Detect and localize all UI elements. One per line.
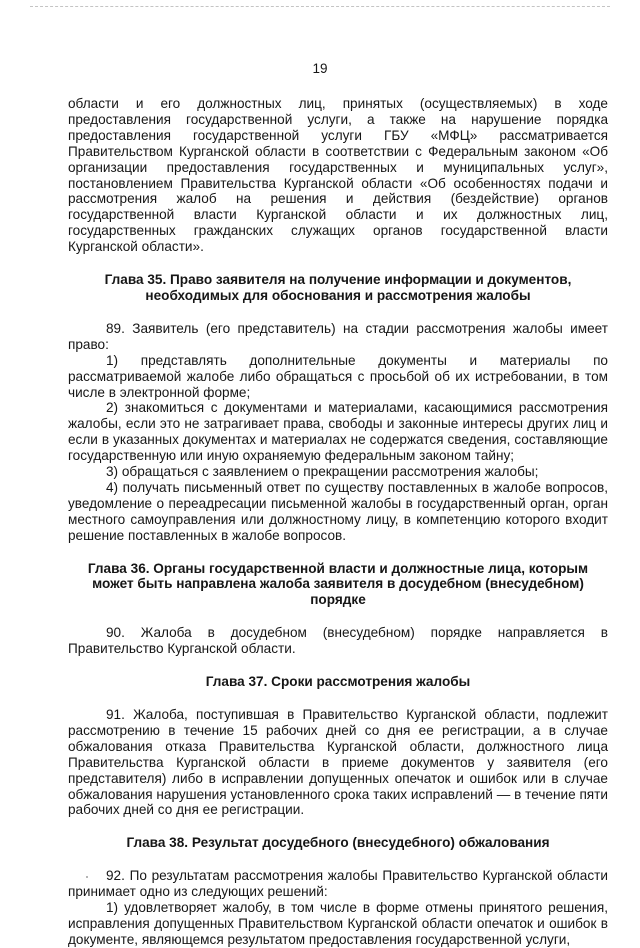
scan-artifact (86, 876, 88, 878)
paragraph-90: 90. Жалоба в досудебном (внесудебном) порядке направляется в Правительство Курганской области. (68, 625, 608, 657)
chapter-38-heading: Глава 38. Результат досудебного (внесудебного) обжалования (126, 835, 550, 851)
paragraph-89-item-3: 3) обращаться с заявлением о прекращении рассмотрения жалобы; (106, 464, 539, 480)
chapter-36-heading: Глава 36. Органы государственной власти и должностные лица, которым может быть направлена жалоба заявителя в досудебном (внесудебном) порядке (87, 560, 589, 608)
paragraph-89-item-4: 4) получать письменный ответ по существу поставленных в жалобе вопросов, уведомление о переадресации письменной жалобы в государственный орган, орган местного самоуправления или должностному лицу, в компетенцию которого входит решение поставленных в жалобе вопросов. (68, 479, 608, 543)
paragraph-92-item-1: 1) удовлетворяет жалобу, в том числе в форме отмены принятого решения, исправления допущенных Правительством Курганской области опечаток и ошибок в документе, являющемся результатом предоставления государственной услуги, (68, 900, 608, 947)
paragraph-89-item-2: 2) знакомиться с документами и материалами, касающимися рассмотрения жалобы, если это не затрагивает права, свободы и законные интересы других лиц и если в указанных документах и материалах не содержатся сведения, составляющие государственную или иную охраняемую федеральным законом тайну; (68, 400, 608, 464)
scan-header-line (30, 6, 610, 7)
chapter-37-heading: Глава 37. Сроки рассмотрения жалобы (205, 674, 471, 690)
paragraph-92: 92. По результатам рассмотрения жалобы Правительство Курганской области принимает одно из следующих решений: (68, 868, 608, 900)
page-number: 19 (312, 61, 328, 76)
paragraph-89: 89. Заявитель (его представитель) на стадии рассмотрения жалобы имеет право: (68, 320, 608, 352)
paragraph-intro: области и его должностных лиц, принятых (осуществляемых) в ходе предоставления государственной услуги, а также на нарушение порядка предоставления государственной услуги ГБУ «МФЦ» рассматривается Правительством Курганской области в соответствии с Федеральным законом «Об организации предоставления государственных и муниципальных услуг», постановлением Правительства Курганской области «Об особенностях подачи и рассмотрения жалоб на решения и действия (бездействие) органов государственной власти Курганской области и их должностных лиц, государственных гражданских служащих органов государственной власти Курганской области». (68, 96, 608, 255)
document-body (68, 96, 608, 948)
paragraph-91: 91. Жалоба, поступившая в Правительство Курганской области, подлежит рассмотрению в течение 15 рабочих дней со дня ее регистрации, а в случае обжалования отказа Правительства Курганской области, должностного лица Правительства Курганской области в приеме документов у заявителя (его представителя) либо в исправлении допущенных опечаток и ошибок или в случае обжалования нарушения установленного срока таких исправлений — в течение пяти рабочих дней со дня ее регистрации. (68, 707, 608, 818)
paragraph-89-item-1: 1) представлять дополнительные документы и материалы по рассматриваемой жалобе либо обращаться с просьбой об их истребовании, в том числе в электронной форме; (68, 352, 608, 400)
chapter-35-heading: Глава 35. Право заявителя на получение информации и документов, необходимых для обоснования и рассмотрения жалобы (104, 272, 572, 303)
